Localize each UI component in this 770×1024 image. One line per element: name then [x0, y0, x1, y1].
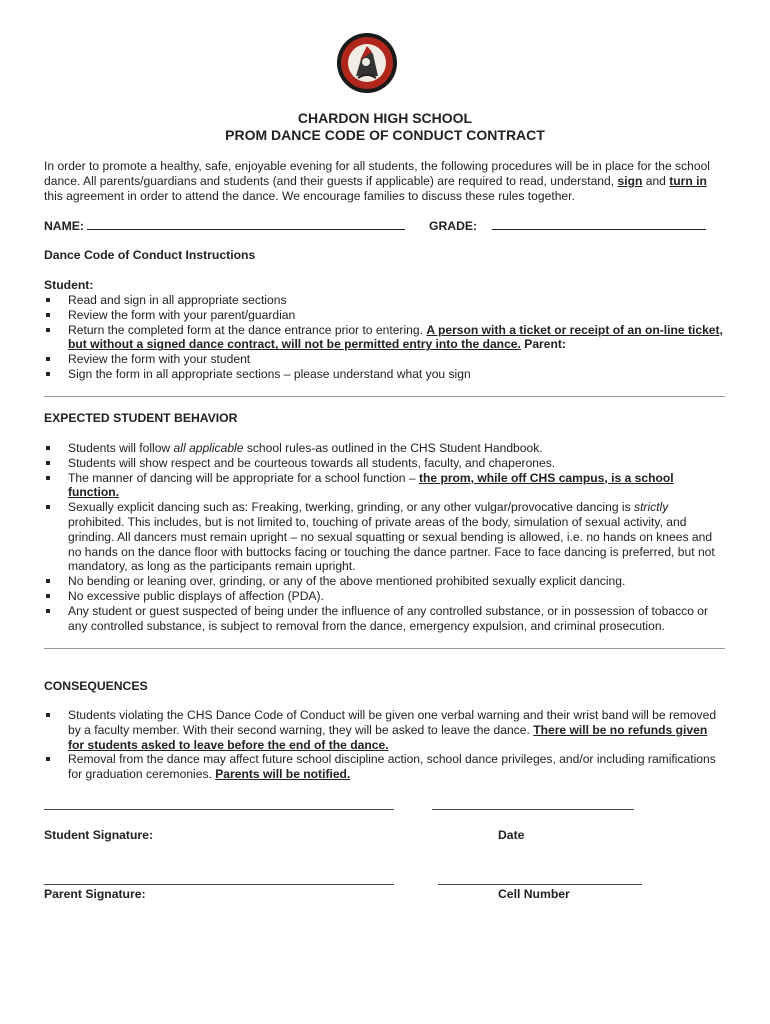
- consequences-heading: CONSEQUENCES: [44, 679, 148, 693]
- list-item: [44, 574, 726, 589]
- list-item-emphasis: all applicable: [173, 441, 244, 455]
- list-item: [44, 471, 726, 501]
- student-signature-line[interactable]: [44, 809, 394, 810]
- list-item-emphasis: Parents will be notified.: [215, 767, 351, 782]
- consequences-list: [44, 708, 726, 782]
- list-item-text: The manner of dancing will be appropriate for a school function –: [68, 470, 419, 485]
- parent-label: Parent:: [520, 337, 566, 352]
- instructions-heading: Dance Code of Conduct Instructions: [44, 248, 256, 262]
- list-item-text: Review the form with your parent/guardian: [68, 307, 296, 322]
- grade-input-line[interactable]: [492, 218, 706, 230]
- list-item: [44, 323, 726, 353]
- section-divider: [44, 648, 725, 649]
- list-item-emphasis: strictly: [634, 500, 669, 515]
- ticket-warning: A person with a ticket or receipt of an on-line ticket, but without a signed dance contract, will not be permitted entry into the dance.: [68, 322, 723, 352]
- list-item: [44, 308, 726, 323]
- section-divider: [44, 396, 725, 397]
- cell-number-line[interactable]: [438, 884, 642, 885]
- list-item-text: Students will show respect and be courteous towards all students, faculty, and chaperones.: [68, 455, 556, 470]
- list-item-text: Sexually explicit dancing such as: Freaking, twerking, grinding, or any other vulgar/provocative dancing is: [68, 500, 635, 515]
- school-title: CHARDON HIGH SCHOOL: [297, 110, 473, 126]
- instructions-list: [44, 293, 726, 382]
- name-label: NAME:: [44, 219, 84, 233]
- list-item-text: prohibited. This includes, but is not limited to, touching of private areas of the body, simulation of sexual activity, and grinding. All dancers must remain upright – no sexual squatting or sexual bending is allowed, i.e. no hands on knees and no hands on the dance floor with buttocks facing or touching the dance partner. Face to face dancing is preferred, but not mandatory, as long as the participants remain upright.: [68, 514, 715, 574]
- cell-number-label: Cell Number: [498, 887, 570, 901]
- date-line[interactable]: [432, 809, 634, 810]
- list-item: [44, 752, 726, 782]
- list-item: [44, 589, 726, 604]
- list-item: [44, 293, 726, 308]
- parent-signature-line[interactable]: [44, 884, 394, 885]
- parent-signature-label: Parent Signature:: [44, 887, 146, 901]
- grade-field: [429, 218, 706, 233]
- document-title: PROM DANCE CODE OF CONDUCT CONTRACT: [225, 127, 545, 143]
- list-item: [44, 604, 726, 634]
- list-item: [44, 441, 726, 456]
- list-item: [44, 708, 726, 752]
- list-item-emphasis: the prom, while off CHS campus, is a school function.: [68, 470, 674, 500]
- date-label: Date: [498, 828, 525, 842]
- intro-text-2: this agreement in order to attend the dance. We encourage families to discuss these rules together.: [44, 189, 575, 203]
- list-item: [44, 352, 726, 367]
- list-item-text: Any student or guest suspected of being under the influence of any controlled substance, or in possession of tobacco or any controlled substance, is subject to removal from the dance, emergency expulsion, and criminal prosecution.: [68, 603, 709, 633]
- intro-and: and: [642, 174, 670, 188]
- list-item-text: Return the completed form at the dance entrance prior to entering.: [68, 322, 427, 337]
- list-item-text: Removal from the dance may affect future school discipline action, school dance privileges, and/or including ramifications for graduation ceremonies.: [68, 752, 716, 782]
- student-label: Student:: [44, 278, 94, 292]
- intro-paragraph: [44, 159, 724, 204]
- grade-label: GRADE:: [429, 219, 478, 233]
- chardon-hilltoppers-logo-icon: [336, 32, 398, 94]
- behavior-list: [44, 441, 726, 633]
- list-item-text: No excessive public displays of affection (PDA).: [68, 588, 324, 603]
- list-item-text: Review the form with your student: [68, 352, 251, 367]
- list-item-text: Read and sign in all appropriate sections: [68, 293, 287, 307]
- student-signature-label: Student Signature:: [44, 828, 154, 842]
- list-item-text: Sign the form in all appropriate sections – please understand what you sign: [68, 366, 471, 381]
- name-input-line[interactable]: [87, 218, 405, 230]
- list-item: [44, 500, 726, 574]
- intro-turn-in-emphasis: turn in: [669, 174, 707, 188]
- name-field: [44, 218, 405, 233]
- list-item-text: No bending or leaning over, grinding, or any of the above mentioned prohibited sexually explicit dancing.: [68, 574, 626, 589]
- list-item-text: Students will follow: [68, 441, 174, 455]
- intro-text-1: In order to promote a healthy, safe, enjoyable evening for all students, the following procedures will be in place for the school dance. All parents/guardians and students (and their guests if applicable) are required to read, understand,: [44, 159, 710, 188]
- intro-sign-emphasis: sign: [617, 174, 643, 188]
- behavior-heading: EXPECTED STUDENT BEHAVIOR: [44, 411, 238, 425]
- list-item: [44, 367, 726, 382]
- list-item-text: Students violating the CHS Dance Code of Conduct will be given one verbal warning and their wrist band will be removed by a faculty member. With their second warning, they will be asked to leave the dance.: [68, 708, 717, 737]
- list-item: [44, 456, 726, 471]
- list-item-text: school rules-as outlined in the CHS Student Handbook.: [243, 441, 543, 455]
- list-item-emphasis: There will be no refunds given for students asked to leave before the end of the dance.: [68, 722, 708, 752]
